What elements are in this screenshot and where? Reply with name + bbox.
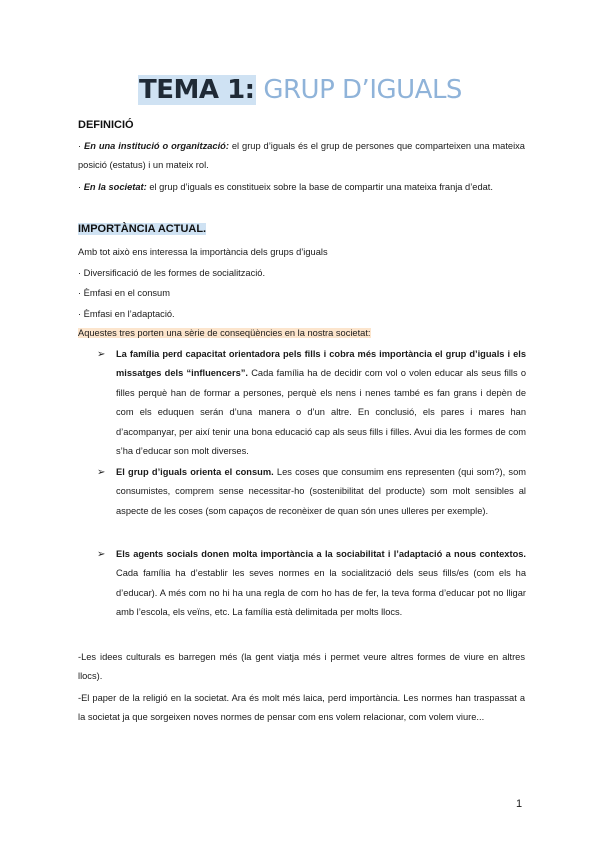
bullet-text: Les coses que consumim ens representen (qui som?), som consumistes, comprem sense necessitar-ho (sostenibilitat del producte) som molt sensibles al aspecte de les coses (som capaços de reconèixer de quan són unes ulleres per exemple).	[116, 467, 526, 516]
definicio-item-1-em: En una institució o organització:	[84, 141, 229, 151]
definicio-item-2: · En la societat: el grup d’iguals es constitueix sobre la base de compartir una mateixa franja d’edat.	[78, 182, 493, 192]
title-rest: GRUP D’IGUALS	[263, 75, 462, 105]
definicio-item-1-text: el grup d’iguals és el grup de persones que comparteixen una mateixa posició (estatus) i un mateix rol.	[78, 141, 525, 170]
arrow-bullet-icon: ➢	[97, 549, 106, 560]
arrow-bullet-icon: ➢	[97, 467, 106, 478]
consequences-label-text: Aquestes tres porten una sèrie de conseqüències en la nostra societat:	[78, 328, 371, 338]
importancia-item: · Diversificació de les formes de socialització.	[78, 268, 266, 278]
arrow-bullet-icon: ➢	[97, 349, 106, 360]
importancia-item: · Èmfasi en el consum	[78, 288, 170, 298]
importancia-heading	[78, 220, 525, 239]
closing-paragraph: -El paper de la religió en la societat. Ara és molt més laica, perd importància. Les normes han traspassat a la societat ja que sorgeixen noves normes de pensar com ens volem relacionar, com volem viure...	[78, 693, 525, 722]
bullet-bold: Els agents socials donen molta importància a la sociabilitat i l’adaptació a nous contextos.	[116, 549, 526, 559]
bullet-paragraph	[116, 545, 526, 623]
importancia-item: · Èmfasi en l’adaptació.	[78, 309, 175, 319]
closing-paragraph: -Les idees culturals es barregen més (la gent viatja més i permet veure altres formes de viure en altres llocs).	[78, 652, 525, 681]
definicio-item-1: · En una institució o organització: el grup d’iguals és el grup de persones que comparteixen una mateixa posició (estatus) i un mateix rol.	[78, 141, 525, 170]
bullet-paragraph	[116, 463, 526, 521]
bullet-text: Cada família ha d’establir les seves normes en la socialització dels seus fills/es (com els ha d’educar). A més com no hi ha una regla de com ho has de fer, la teva forma d’educar pot no lligar amb l’escola, els veïns, etc. La família està delimitada per molts llocs.	[116, 568, 526, 618]
title-highlight: TEMA 1:	[139, 75, 255, 105]
importancia-heading-text: IMPORTÀNCIA ACTUAL.	[78, 223, 207, 235]
page-number: 1	[516, 798, 523, 810]
importancia-intro: Amb tot això ens interessa la importància dels grups d’iguals	[78, 247, 328, 257]
page-title	[0, 73, 600, 107]
definicio-heading: DEFINICIÓ	[78, 119, 134, 131]
bullet-bold: La família perd capacitat orientadora pels fills i cobra més importància el grup d’iguals i els missatges dels “influencers”.	[116, 349, 526, 379]
bullet-text: Cada família ha de decidir com vol o volen educar als seus fills o filles perquè han de formar a persones, perquè els nens i nenes també es fan grans i depèn de com els eduquen serán d’una manera o d’un altre. En conclusió, els pares i mares han d’acompanyar, per així tenir una bona educació cap als seus fills i filles. Avui dia les formes de com s’ha d’educar son molt diverses.	[116, 368, 526, 457]
consequences-label	[78, 324, 525, 343]
bullet-paragraph	[116, 345, 526, 461]
definicio-item-2-text: el grup d’iguals es constitueix sobre la base de compartir una mateixa franja d’edat.	[149, 182, 493, 192]
definicio-item-2-em: En la societat:	[83, 182, 147, 192]
bullet-bold: El grup d’iguals orienta el consum.	[116, 467, 274, 477]
